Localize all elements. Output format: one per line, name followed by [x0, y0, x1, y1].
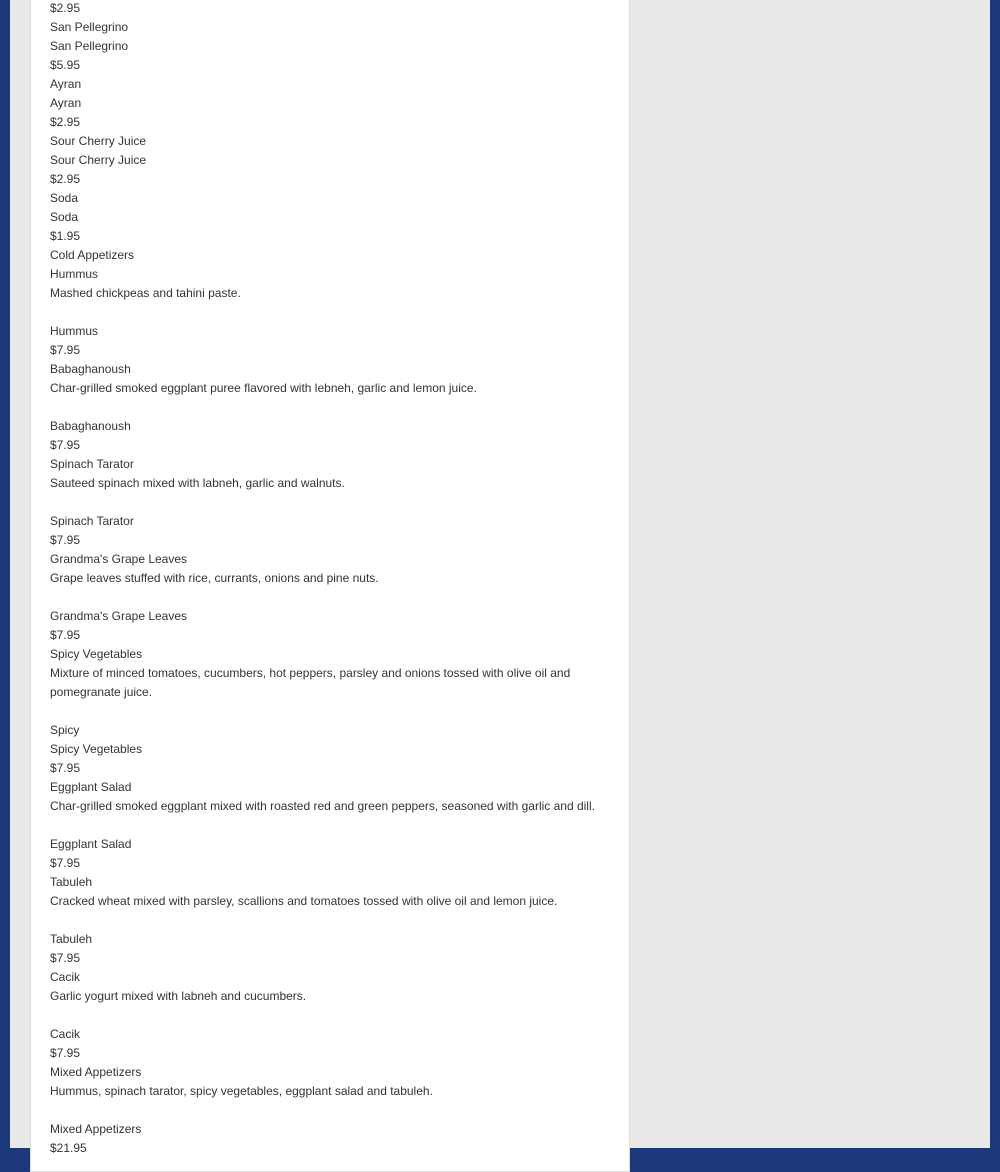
menu-item-name: Cacik — [50, 970, 81, 984]
menu-item-name: Tabuleh — [50, 932, 93, 946]
menu-item-name: Babaghanoush — [50, 419, 131, 433]
blank-line — [50, 493, 610, 512]
menu-item-name: Grandma's Grape Leaves — [50, 552, 188, 566]
menu-item-price: $21.95 — [50, 1141, 87, 1155]
blank-line — [50, 303, 610, 322]
menu-item-name: Sour Cherry Juice — [50, 134, 147, 148]
menu-item-name: Hummus — [50, 324, 99, 338]
menu-item-price: $1.95 — [50, 229, 81, 243]
menu-item-list — [50, 0, 610, 1158]
menu-item-name: Eggplant Salad — [50, 837, 132, 851]
menu-item-name: Grandma's Grape Leaves — [50, 609, 188, 623]
menu-item-name: Cacik — [50, 1027, 81, 1041]
menu-item-name: Ayran — [50, 96, 82, 110]
menu-item-name: Mixed Appetizers — [50, 1122, 142, 1136]
menu-item-name: Tabuleh — [50, 875, 93, 889]
blank-line — [50, 702, 610, 721]
menu-item-description: Mixture of minced tomatoes, cucumbers, hot peppers, parsley and onions tossed with olive oil and pomegranate juice. — [50, 666, 571, 699]
page-wrapper — [10, 0, 990, 1155]
menu-item-price: $2.95 — [50, 172, 81, 186]
menu-item-name: Spicy — [50, 723, 80, 737]
blank-line — [50, 398, 610, 417]
blank-line — [50, 911, 610, 930]
menu-item-price: $7.95 — [50, 533, 81, 547]
menu-item-price: $7.95 — [50, 438, 81, 452]
menu-item-price: $2.95 — [50, 115, 81, 129]
menu-item-description: Sauteed spinach mixed with labneh, garlic and walnuts. — [50, 476, 345, 490]
menu-item-name: Babaghanoush — [50, 362, 131, 376]
menu-item-description: Garlic yogurt mixed with labneh and cucumbers. — [50, 989, 307, 1003]
menu-item-description: Hummus, spinach tarator, spicy vegetables, eggplant salad and tabuleh. — [50, 1084, 433, 1098]
menu-item-price: $7.95 — [50, 856, 81, 870]
menu-item-price: $7.95 — [50, 343, 81, 357]
menu-item-price: $2.95 — [50, 1, 81, 15]
menu-item-name: Mixed Appetizers — [50, 1065, 142, 1079]
menu-item-description: Cracked wheat mixed with parsley, scallions and tomatoes tossed with olive oil and lemon juice. — [50, 894, 558, 908]
menu-item-description: Char-grilled smoked eggplant puree flavored with lebneh, garlic and lemon juice. — [50, 381, 477, 395]
menu-item-name: Hummus — [50, 267, 99, 281]
menu-item-price: $7.95 — [50, 761, 81, 775]
menu-item-name: Mashed chickpeas and tahini paste. — [50, 286, 241, 300]
menu-item-name: Spicy Vegetables — [50, 742, 143, 756]
blank-line — [50, 1101, 610, 1120]
blank-line — [50, 816, 610, 835]
menu-item-name: San Pellegrino — [50, 39, 129, 53]
menu-item-name: Sour Cherry Juice — [50, 153, 147, 167]
sidebar — [640, 0, 990, 1148]
menu-item-price: $7.95 — [50, 1046, 81, 1060]
menu-item-price: $5.95 — [50, 58, 81, 72]
menu-item-price: $7.95 — [50, 628, 81, 642]
menu-item-price: $7.95 — [50, 951, 81, 965]
menu-item-name: Spicy Vegetables — [50, 647, 143, 661]
blank-line — [50, 588, 610, 607]
menu-item-name: Soda — [50, 210, 79, 224]
blank-line — [50, 1006, 610, 1025]
menu-item-name: Cold Appetizers — [50, 248, 135, 262]
menu-item-description: Grape leaves stuffed with rice, currants, onions and pine nuts. — [50, 571, 379, 585]
menu-item-name: Soda — [50, 191, 79, 205]
menu-item-name: Spinach Tarator — [50, 457, 134, 471]
menu-item-name: Ayran — [50, 77, 82, 91]
menu-item-name: Eggplant Salad — [50, 780, 132, 794]
menu-item-description: Char-grilled smoked eggplant mixed with roasted red and green peppers, seasoned with garlic and dill. — [50, 799, 595, 813]
menu-item-name: San Pellegrino — [50, 20, 129, 34]
menu-item-name: Spinach Tarator — [50, 514, 134, 528]
